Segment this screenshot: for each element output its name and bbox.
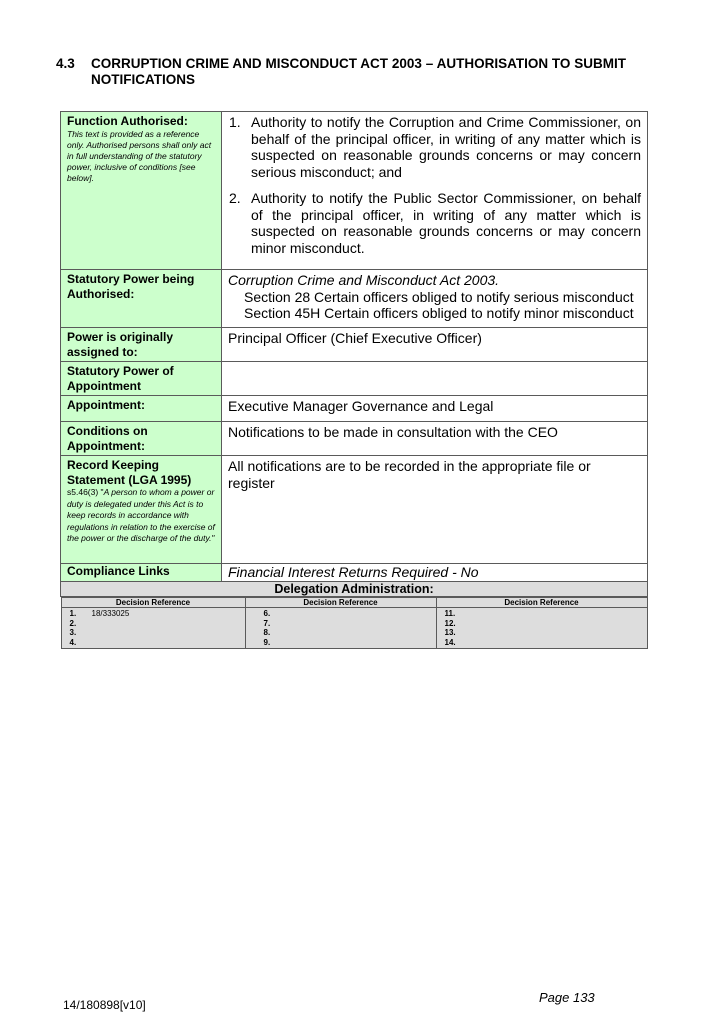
row-appointment (61, 396, 648, 422)
decision-entry: 9. (263, 637, 271, 647)
page-number: Page 133 (539, 990, 595, 1005)
decision-entry: 6. (263, 609, 271, 618)
decision-entry: 11. (444, 609, 456, 618)
decision-reference-header: Decision Reference (436, 597, 647, 608)
value-assigned: Principal Officer (Chief Executive Officer) (222, 328, 648, 362)
row-record-keeping (61, 456, 648, 564)
decision-entry: 13. (444, 628, 456, 637)
label-appointment: Appointment: (67, 398, 145, 412)
function-list (228, 114, 641, 256)
label-statutory-power: Statutory Power being Authorised: (67, 272, 195, 301)
record-keeping-reference: s5.46(3) "A person to whom a power or duty is delegated under this Act is to keep records in accordance with regulations in relation to the exercise of the power or the discharge of the duty." (67, 487, 215, 543)
row-assigned (61, 328, 648, 362)
row-delegation-admin-title (61, 581, 648, 596)
label-conditions: Conditions on Appointment: (67, 424, 148, 453)
function-item: 1. Authority to notify the Corruption and Crime Commissioner, on behalf of the principal officer, in writing of any matter which is suspected on reasonable grounds concerns or may concern serious misconduct; and (229, 114, 641, 180)
label-record-keeping: Record Keeping Statement (LGA 1995) (67, 458, 192, 487)
decision-reference-table (61, 597, 648, 650)
section-ref: Section 45H Certain officers obliged to notify minor misconduct (244, 305, 634, 321)
row-function-authorised (61, 112, 648, 270)
value-statutory-appointment (222, 362, 648, 396)
decision-entry: 1. 18/333025 (69, 609, 130, 618)
row-compliance (61, 564, 648, 582)
decision-entry: 3. (69, 628, 77, 637)
function-item: 2. Authority to notify the Public Sector Commissioner, on behalf of the principal officer, in writing of any matter which is suspected on reasonable grounds concerns or may concern minor misconduct. (229, 190, 641, 256)
function-note: This text is provided as a reference only. Authorised persons shall only act in full understanding of the statutory power, inclusive of conditions [see below]. (67, 128, 212, 183)
decision-entry: 2. (69, 618, 77, 628)
section-heading (56, 56, 626, 88)
decision-reference-header: Decision Reference (61, 597, 245, 608)
delegation-admin-title: Delegation Administration: (61, 581, 648, 596)
section-number: 4.3 (56, 56, 75, 71)
value-appointment: Executive Manager Governance and Legal (222, 396, 648, 422)
decision-entry: 14. (444, 637, 456, 647)
decision-column (436, 608, 647, 649)
decision-reference-header: Decision Reference (245, 597, 436, 608)
delegation-table (60, 111, 648, 649)
label-function-authorised: Function Authorised: (67, 114, 188, 128)
row-conditions (61, 422, 648, 456)
decision-entry: 4. (69, 637, 77, 647)
row-delegation-admin (61, 596, 648, 649)
decision-entry: 7. (263, 618, 271, 628)
value-record-keeping: All notifications are to be recorded in the appropriate file or register (222, 456, 648, 564)
decision-entry: 12. (444, 618, 456, 628)
section-ref: Section 28 Certain officers obliged to notify serious misconduct (244, 288, 634, 305)
value-conditions: Notifications to be made in consultation with the CEO (222, 422, 648, 456)
decision-column (245, 608, 436, 649)
row-statutory-power (61, 270, 648, 328)
section-title: CORRUPTION CRIME AND MISCONDUCT ACT 2003 – AUTHORISATION TO SUBMIT NOTIFICATIONS (91, 56, 626, 87)
label-compliance: Compliance Links (67, 564, 170, 578)
decision-column (61, 608, 245, 649)
decision-entry: 8. (263, 628, 271, 637)
row-statutory-appointment (61, 362, 648, 396)
act-name: Corruption Crime and Misconduct Act 2003. (228, 272, 500, 288)
document-reference: 14/180898[v10] (63, 998, 146, 1012)
value-compliance: Financial Interest Returns Required - No (222, 564, 648, 582)
label-statutory-appointment: Statutory Power of Appointment (67, 364, 174, 393)
label-assigned: Power is originally assigned to: (67, 330, 174, 359)
